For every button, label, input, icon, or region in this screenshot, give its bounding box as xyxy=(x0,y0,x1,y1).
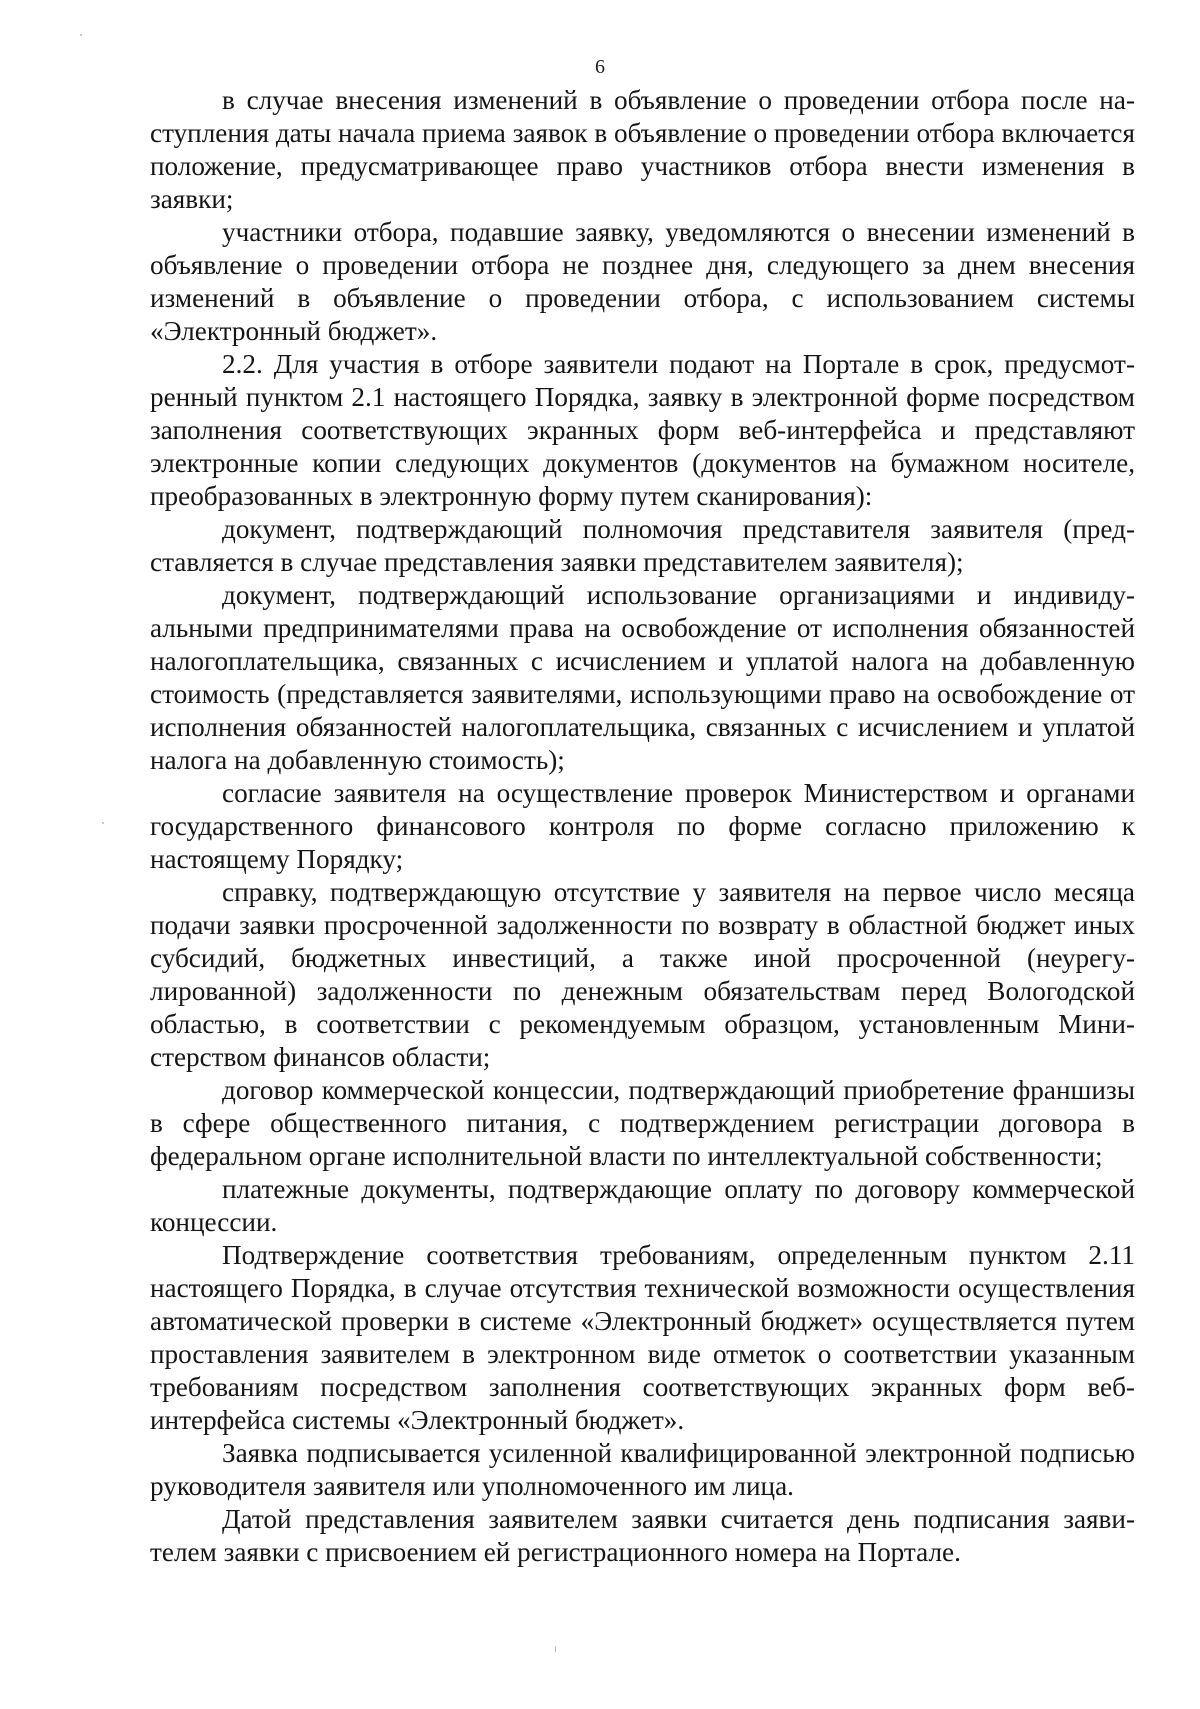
paragraph: Заявка подписывается усиленной квалифицированной электронной подписью руководителя заявителя или уполномоченного им лица. xyxy=(150,1438,1135,1501)
page-number: 6 xyxy=(595,56,605,78)
paragraph: договор коммерческой концессии, подтверждающий приобретение франшизы в сфере общественного питания, с подтверждением регистрации договора в федеральном органе исполнительной власти по интеллектуальной собственности; xyxy=(150,1075,1135,1171)
paragraph: документ, подтверждающий использование организациями и индивидуальными предпринимателями права на освобождение от исполнения обязанностей налогоплательщика, связанных с исчислением и уплатой налога на добавленную стоимость (представляется заявителями, использующими право на освобождение от исполнения обязанностей налогоплательщика, связанных с исчислением и уплатой налога на добавленную стоимость); xyxy=(150,580,1135,775)
paragraph: справку, подтверждающую отсутствие у заявителя на первое число месяца подачи заявки просроченной задолженности по возврату в областной бюджет иных субсидий, бюджетных инвестиций, а также иной просроченной (неурегулированной) задолженности по денежным обязательствам перед Вологодской областью, в соответствии с рекомендуемым образцом, установленным Министерством финансов области; xyxy=(150,877,1135,1072)
paragraph: согласие заявителя на осуществление проверок Министерством и органами государственного финансового контроля по форме согласно приложению к настоящему Порядку; xyxy=(150,778,1135,874)
scan-speck xyxy=(80,34,82,36)
paragraph: в случае внесения изменений в объявление о проведении отбора после наступления даты начала приема заявок в объявление о проведении отбора включается положение, предусматривающее право участников отбора внести изменения в заявки; xyxy=(150,85,1135,214)
paragraph: Подтверждение соответствия требованиям, определенным пунктом 2.11 настоящего Порядка, в случае отсутствия технической возможности осуществления автоматической проверки в системе «Электронный бюджет» осуществляется путем проставления заявителем в электронном виде отметок о соответствии указанным требованиям посредством заполнения соответствующих экранных форм веб-интерфейса системы «Электронный бюджет». xyxy=(150,1240,1135,1435)
paragraph: участники отбора, подавшие заявку, уведомляются о внесении изменений в объявление о проведении отбора не позднее дня, следующего за днем внесения изменений в объявление о проведении отбора, с использованием системы «Электронный бюджет». xyxy=(150,217,1135,346)
paragraph: документ, подтверждающий полномочия представителя заявителя (представляется в случае представления заявки представителем заявителя); xyxy=(150,514,1135,577)
scan-speck xyxy=(555,1646,556,1652)
document-body xyxy=(150,84,1135,1569)
scan-speck xyxy=(102,822,104,824)
paragraph: Датой представления заявителем заявки считается день подписания заявителем заявки с присвоением ей регистрационного номера на Портале. xyxy=(150,1504,1135,1567)
paragraph: платежные документы, подтверждающие оплату по договору коммерческой концессии. xyxy=(150,1174,1135,1237)
paragraph: 2.2. Для участия в отборе заявители подают на Портале в срок, предусмотренный пунктом 2.1 настоящего Порядка, заявку в электронной форме посредством заполнения соответствующих экранных форм веб-интерфейса и представляют электронные копии следующих документов (документов на бумажном носителе, преобразованных в электронную форму путем сканирования): xyxy=(150,349,1135,511)
